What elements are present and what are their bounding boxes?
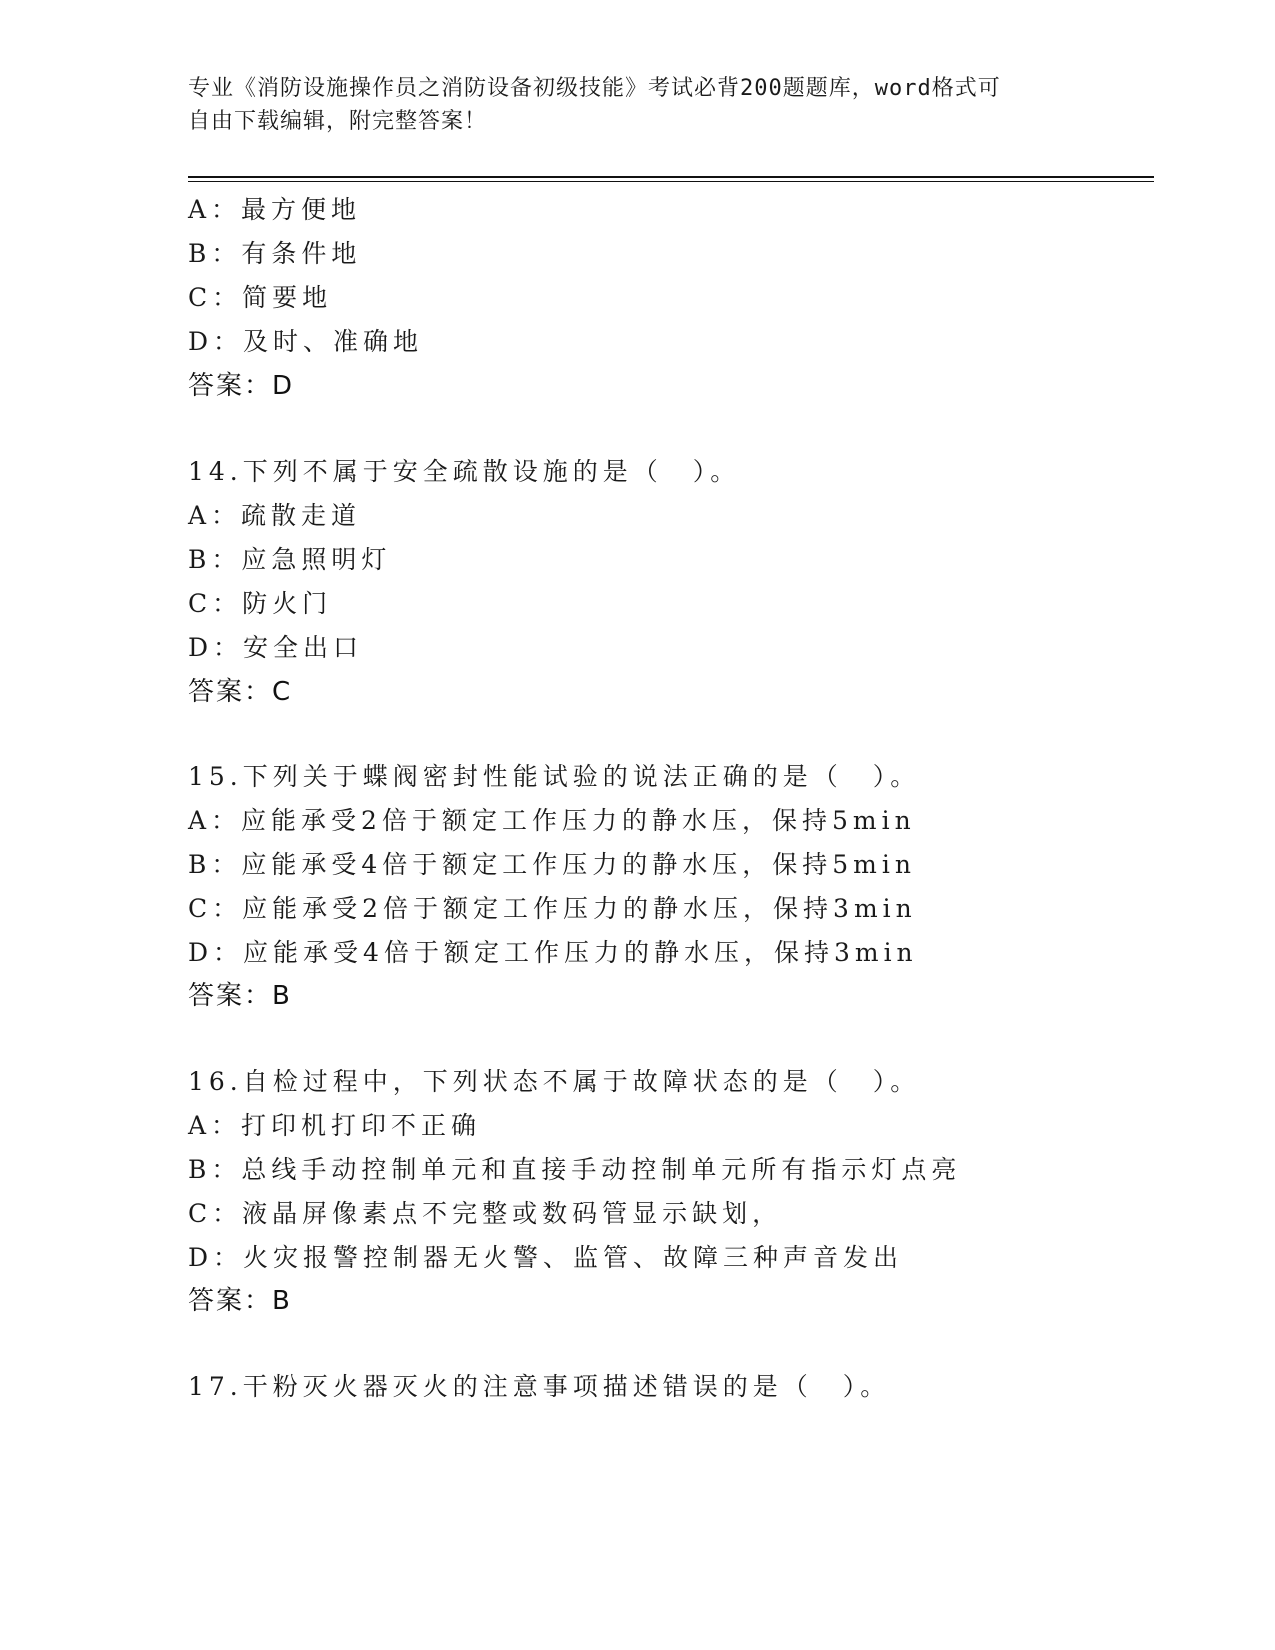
q16-option-a: A：打印机打印不正确 [188,1111,482,1140]
header-line-1: 专业《消防设施操作员之消防设备初级技能》考试必背200题题库，word格式可 [188,76,1001,101]
q13-option-d: D：及时、准确地 [188,327,424,356]
q13-option-b: B：有条件地 [188,239,362,268]
q15-option-c: C：应能承受2倍于额定工作压力的静水压，保持3min [188,894,917,923]
q13-option-c: C：简要地 [188,283,333,312]
document-header [188,72,1068,138]
q13-option-a: A：最方便地 [188,195,362,224]
header-line-2: 自由下载编辑，附完整答案！ [188,109,488,134]
header-divider-thick [188,176,1154,178]
q15-question: 15.下列关于蝶阀密封性能试验的说法正确的是（ ）。 [188,762,921,791]
q17-question: 17.干粉灭火器灭火的注意事项描述错误的是（ ）。 [188,1372,891,1401]
q16-option-b: B：总线手动控制单元和直接手动控制单元所有指示灯点亮 [188,1155,962,1184]
q16-answer: 答案：B [188,1286,292,1316]
q16-question: 16.自检过程中，下列状态不属于故障状态的是（ ）。 [188,1067,921,1096]
q15-option-a: A：应能承受2倍于额定工作压力的静水压，保持5min [188,806,916,835]
q15-option-d: D：应能承受4倍于额定工作压力的静水压，保持3min [188,938,918,967]
q14-answer: 答案：C [188,677,293,707]
q16-option-d: D：火灾报警控制器无火警、监管、故障三种声音发出 [188,1243,904,1272]
q15-option-b: B：应能承受4倍于额定工作压力的静水压，保持5min [188,850,916,879]
q13-answer: 答案：D [188,371,295,401]
q14-option-a: A：疏散走道 [188,501,362,530]
q14-option-c: C：防火门 [188,589,333,618]
header-divider-thin [188,181,1154,182]
q15-answer: 答案：B [188,981,292,1011]
q16-option-c: C：液晶屏像素点不完整或数码管显示缺划， [188,1199,783,1228]
q14-question: 14.下列不属于安全疏散设施的是（ ）。 [188,457,741,486]
q14-option-d: D：安全出口 [188,633,364,662]
q14-option-b: B：应急照明灯 [188,545,392,574]
